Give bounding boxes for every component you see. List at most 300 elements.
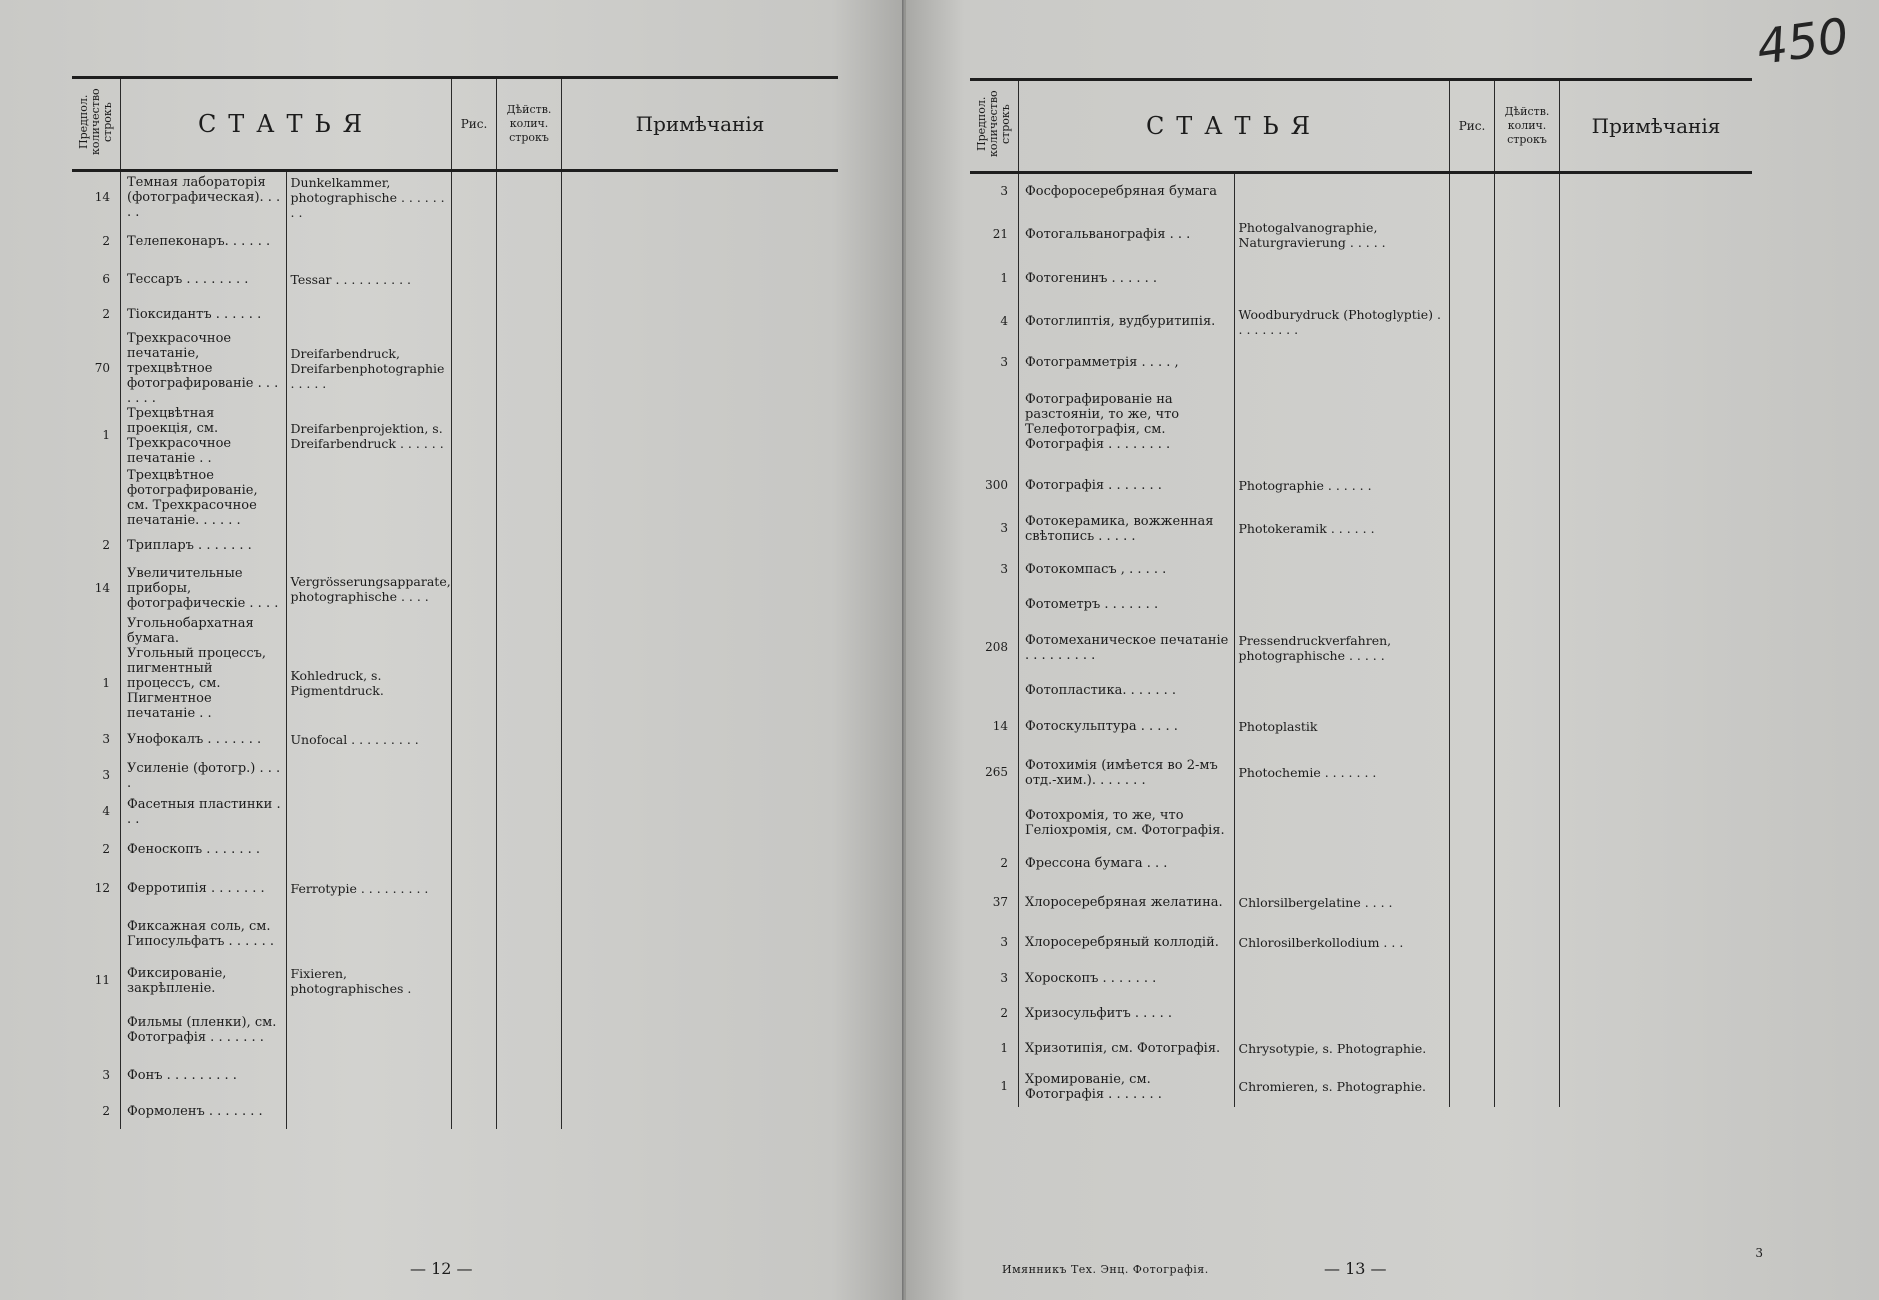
row-actual-cell bbox=[1495, 589, 1560, 621]
header-fig: Рис. bbox=[452, 78, 497, 171]
header-article: СТАТЬЯ bbox=[1019, 80, 1450, 173]
row-term: Тессаръ . . . . . . . . bbox=[121, 261, 287, 299]
row-foreign-term: Chrysotypie, s. Photographie. bbox=[1234, 1031, 1450, 1067]
row-figure-cell bbox=[1450, 747, 1495, 799]
table-row bbox=[72, 1003, 838, 1057]
row-notes-cell bbox=[562, 1095, 839, 1129]
row-foreign-term bbox=[286, 1095, 452, 1129]
row-count bbox=[72, 616, 121, 646]
row-foreign-term: Kohledruck, s. Pigmentdruck. bbox=[286, 646, 452, 721]
row-count: 208 bbox=[985, 640, 1008, 654]
row-figure-cell bbox=[452, 530, 497, 562]
row-count: 1 bbox=[1000, 1041, 1008, 1055]
row-notes-cell bbox=[1560, 551, 1753, 589]
table-row bbox=[72, 261, 838, 299]
row-actual-cell bbox=[1495, 675, 1560, 707]
row-foreign-term bbox=[1234, 799, 1450, 847]
signature-mark: 3 bbox=[1755, 1246, 1763, 1260]
row-count: 11 bbox=[94, 973, 110, 987]
ledger-header-row bbox=[72, 78, 838, 171]
row-notes-cell bbox=[562, 831, 839, 869]
row-term: Хороскопъ . . . . . . . bbox=[1019, 961, 1235, 997]
row-foreign-term bbox=[1234, 997, 1450, 1031]
row-foreign-term bbox=[286, 793, 452, 831]
table-row bbox=[72, 959, 838, 1003]
header-fig: Рис. bbox=[1450, 80, 1495, 173]
row-figure-cell bbox=[1450, 551, 1495, 589]
table-row bbox=[970, 799, 1752, 847]
row-foreign-term: Ferrotypie . . . . . . . . . bbox=[286, 869, 452, 909]
row-foreign-term: Woodburydruck (Photoglyptie) . . . . . . . . . bbox=[1234, 297, 1450, 347]
table-row bbox=[970, 347, 1752, 379]
row-foreign-term: Unofocal . . . . . . . . . bbox=[286, 721, 452, 759]
row-term: Фосфоросеребряная бумага bbox=[1019, 173, 1235, 209]
table-row bbox=[72, 721, 838, 759]
row-foreign-term bbox=[286, 466, 452, 530]
row-actual-cell bbox=[497, 530, 562, 562]
row-count: 4 bbox=[1000, 314, 1008, 328]
row-count: 3 bbox=[1000, 562, 1008, 576]
table-row bbox=[970, 465, 1752, 507]
row-count: 2 bbox=[102, 234, 110, 248]
row-term: Фильмы (пленки), см. Фотографія . . . . . . . bbox=[121, 1003, 287, 1057]
row-foreign-term: Photochemie . . . . . . . bbox=[1234, 747, 1450, 799]
table-row bbox=[72, 909, 838, 959]
row-foreign-term: Vergrösserungsapparate, photographische . . . . bbox=[286, 562, 452, 616]
row-foreign-term: Photoplastik bbox=[1234, 707, 1450, 747]
row-actual-cell bbox=[497, 406, 562, 466]
row-figure-cell bbox=[452, 831, 497, 869]
row-count: 1 bbox=[1000, 1079, 1008, 1093]
row-term: Фотокерамика, вожженная свѣтопись . . . . . bbox=[1019, 507, 1235, 551]
row-actual-cell bbox=[497, 831, 562, 869]
row-foreign-term bbox=[1234, 961, 1450, 997]
row-count: 3 bbox=[102, 1068, 110, 1082]
row-figure-cell bbox=[452, 616, 497, 646]
table-row bbox=[72, 869, 838, 909]
row-actual-cell bbox=[1495, 173, 1560, 209]
row-foreign-term bbox=[1234, 847, 1450, 881]
row-term: Ферротипія . . . . . . . bbox=[121, 869, 287, 909]
row-actual-cell bbox=[1495, 881, 1560, 925]
row-actual-cell bbox=[497, 1057, 562, 1095]
row-count: 300 bbox=[985, 478, 1008, 492]
row-foreign-term: Photographie . . . . . . bbox=[1234, 465, 1450, 507]
row-count: 3 bbox=[102, 732, 110, 746]
row-notes-cell bbox=[562, 1003, 839, 1057]
row-count: 3 bbox=[1000, 521, 1008, 535]
row-actual-cell bbox=[497, 562, 562, 616]
imprint: Имянникъ Тех. Энц. Фотографія. bbox=[1002, 1263, 1209, 1276]
row-term: Темная лабораторія (фотографическая). . . . . bbox=[121, 171, 287, 223]
row-actual-cell bbox=[497, 171, 562, 223]
row-actual-cell bbox=[1495, 347, 1560, 379]
row-actual-cell bbox=[497, 261, 562, 299]
table-row bbox=[72, 793, 838, 831]
row-term: Угольный процессъ, пигментный процессъ, см. Пигментное печатаніе . . bbox=[121, 646, 287, 721]
row-figure-cell bbox=[1450, 465, 1495, 507]
left-ledger-table bbox=[72, 76, 838, 1129]
table-row bbox=[970, 997, 1752, 1031]
row-foreign-term bbox=[286, 1003, 452, 1057]
row-notes-cell bbox=[1560, 261, 1753, 297]
row-actual-cell bbox=[1495, 379, 1560, 465]
row-count: 2 bbox=[102, 307, 110, 321]
row-notes-cell bbox=[1560, 675, 1753, 707]
row-notes-cell bbox=[562, 793, 839, 831]
table-row bbox=[72, 562, 838, 616]
row-count: 3 bbox=[102, 768, 110, 782]
row-actual-cell bbox=[1495, 707, 1560, 747]
row-term: Трипларъ . . . . . . . bbox=[121, 530, 287, 562]
row-term: Хлоросеребряный коллодій. bbox=[1019, 925, 1235, 961]
row-figure-cell bbox=[1450, 675, 1495, 707]
row-notes-cell bbox=[1560, 747, 1753, 799]
row-figure-cell bbox=[452, 331, 497, 406]
row-figure-cell bbox=[452, 171, 497, 223]
row-term: Фотохромія, то же, что Геліохромія, см. Фотографія. bbox=[1019, 799, 1235, 847]
row-figure-cell bbox=[1450, 847, 1495, 881]
right-ledger-body bbox=[970, 173, 1752, 1107]
row-count: 2 bbox=[102, 842, 110, 856]
row-notes-cell bbox=[562, 869, 839, 909]
row-actual-cell bbox=[497, 466, 562, 530]
row-figure-cell bbox=[1450, 589, 1495, 621]
row-term: Угольнобархатная бумага. bbox=[121, 616, 287, 646]
header-actual: Дѣйств. колич. строкъ bbox=[497, 78, 562, 171]
row-notes-cell bbox=[1560, 707, 1753, 747]
row-foreign-term: Tessar . . . . . . . . . . bbox=[286, 261, 452, 299]
row-figure-cell bbox=[452, 562, 497, 616]
header-notes: Примѣчанія bbox=[1560, 80, 1753, 173]
row-actual-cell bbox=[1495, 465, 1560, 507]
row-notes-cell bbox=[562, 261, 839, 299]
row-actual-cell bbox=[1495, 261, 1560, 297]
table-row bbox=[72, 171, 838, 223]
row-foreign-term bbox=[286, 223, 452, 261]
row-foreign-term: Dreifarbenprojektion, s. Dreifarbendruck . . . . . . bbox=[286, 406, 452, 466]
row-term: Фотомеханическое печатаніе . . . . . . . . . bbox=[1019, 621, 1235, 675]
row-figure-cell bbox=[452, 959, 497, 1003]
table-row bbox=[970, 961, 1752, 997]
row-count: 2 bbox=[1000, 1006, 1008, 1020]
row-actual-cell bbox=[1495, 799, 1560, 847]
row-term: Усиленіе (фотогр.) . . . . bbox=[121, 759, 287, 793]
row-actual-cell bbox=[497, 869, 562, 909]
row-notes-cell bbox=[562, 616, 839, 646]
row-figure-cell bbox=[452, 1057, 497, 1095]
table-row bbox=[72, 223, 838, 261]
row-actual-cell bbox=[497, 1003, 562, 1057]
table-row bbox=[970, 297, 1752, 347]
row-term: Фиксированіе, закрѣпленіе. bbox=[121, 959, 287, 1003]
row-actual-cell bbox=[497, 793, 562, 831]
row-term: Трехцвѣтное фотографированіе, см. Трехкрасочное печатаніе. . . . . . bbox=[121, 466, 287, 530]
row-actual-cell bbox=[1495, 551, 1560, 589]
row-term: Хризосульфитъ . . . . . bbox=[1019, 997, 1235, 1031]
row-count: 4 bbox=[102, 804, 110, 818]
row-figure-cell bbox=[1450, 925, 1495, 961]
row-actual-cell bbox=[1495, 1031, 1560, 1067]
row-count bbox=[970, 379, 1019, 465]
row-notes-cell bbox=[1560, 173, 1753, 209]
row-foreign-term bbox=[1234, 261, 1450, 297]
left-page bbox=[0, 0, 904, 1300]
row-actual-cell bbox=[1495, 507, 1560, 551]
row-count: 2 bbox=[102, 538, 110, 552]
row-count: 1 bbox=[102, 675, 110, 690]
row-notes-cell bbox=[562, 406, 839, 466]
row-count bbox=[72, 909, 121, 959]
row-figure-cell bbox=[1450, 173, 1495, 209]
row-count: 1 bbox=[1000, 271, 1008, 285]
row-figure-cell bbox=[452, 466, 497, 530]
row-notes-cell bbox=[1560, 209, 1753, 261]
row-notes-cell bbox=[562, 171, 839, 223]
table-row bbox=[970, 589, 1752, 621]
row-foreign-term bbox=[286, 299, 452, 331]
row-foreign-term bbox=[1234, 347, 1450, 379]
row-notes-cell bbox=[1560, 347, 1753, 379]
left-ledger-body bbox=[72, 171, 838, 1129]
row-notes-cell bbox=[562, 562, 839, 616]
row-notes-cell bbox=[1560, 799, 1753, 847]
row-figure-cell bbox=[1450, 1067, 1495, 1107]
row-figure-cell bbox=[452, 223, 497, 261]
row-figure-cell bbox=[1450, 379, 1495, 465]
row-term: Хромированіе, см. Фотографія . . . . . . . bbox=[1019, 1067, 1235, 1107]
row-notes-cell bbox=[1560, 997, 1753, 1031]
row-count: 3 bbox=[1000, 355, 1008, 369]
row-count: 21 bbox=[992, 227, 1008, 241]
table-row bbox=[970, 507, 1752, 551]
row-actual-cell bbox=[1495, 847, 1560, 881]
row-notes-cell bbox=[1560, 621, 1753, 675]
table-row bbox=[970, 747, 1752, 799]
row-count: 265 bbox=[985, 765, 1008, 779]
ledger-header-row bbox=[970, 80, 1752, 173]
table-row bbox=[970, 707, 1752, 747]
row-count: 2 bbox=[1000, 856, 1008, 870]
row-figure-cell bbox=[1450, 261, 1495, 297]
row-notes-cell bbox=[562, 223, 839, 261]
row-notes-cell bbox=[1560, 925, 1753, 961]
header-article: СТАТЬЯ bbox=[121, 78, 452, 171]
row-foreign-term bbox=[286, 530, 452, 562]
row-count bbox=[72, 466, 121, 530]
row-notes-cell bbox=[562, 530, 839, 562]
row-foreign-term bbox=[1234, 379, 1450, 465]
row-notes-cell bbox=[1560, 379, 1753, 465]
row-foreign-term bbox=[286, 616, 452, 646]
row-actual-cell bbox=[497, 909, 562, 959]
table-row bbox=[970, 847, 1752, 881]
row-foreign-term: Chromieren, s. Photographie. bbox=[1234, 1067, 1450, 1107]
row-figure-cell bbox=[1450, 961, 1495, 997]
row-term: Фотопластика. . . . . . . bbox=[1019, 675, 1235, 707]
row-actual-cell bbox=[1495, 997, 1560, 1031]
row-term: Телепеконаръ. . . . . . bbox=[121, 223, 287, 261]
row-count: 14 bbox=[94, 581, 110, 595]
row-notes-cell bbox=[1560, 297, 1753, 347]
row-foreign-term bbox=[1234, 173, 1450, 209]
row-figure-cell bbox=[1450, 297, 1495, 347]
row-actual-cell bbox=[497, 759, 562, 793]
row-figure-cell bbox=[1450, 507, 1495, 551]
table-row bbox=[72, 406, 838, 466]
table-row bbox=[72, 1095, 838, 1129]
row-figure-cell bbox=[1450, 209, 1495, 261]
row-notes-cell bbox=[1560, 589, 1753, 621]
row-term: Трехцвѣтная проекція, см. Трехкрасочное печатаніе . . bbox=[121, 406, 287, 466]
row-figure-cell bbox=[452, 759, 497, 793]
row-count: 14 bbox=[992, 719, 1008, 733]
table-row bbox=[970, 173, 1752, 209]
row-actual-cell bbox=[1495, 961, 1560, 997]
row-term: Фотограмметрія . . . . , bbox=[1019, 347, 1235, 379]
row-figure-cell bbox=[452, 646, 497, 721]
row-notes-cell bbox=[1560, 1031, 1753, 1067]
row-term: Фотоглиптія, вудбуритипія. bbox=[1019, 297, 1235, 347]
row-term: Феноскопъ . . . . . . . bbox=[121, 831, 287, 869]
row-actual-cell bbox=[1495, 925, 1560, 961]
row-notes-cell bbox=[1560, 847, 1753, 881]
row-actual-cell bbox=[497, 721, 562, 759]
row-count bbox=[970, 589, 1019, 621]
row-term: Фотогальванографія . . . bbox=[1019, 209, 1235, 261]
row-term: Тіоксидантъ . . . . . . bbox=[121, 299, 287, 331]
row-foreign-term: Chlorosilberkollodium . . . bbox=[1234, 925, 1450, 961]
table-row bbox=[72, 299, 838, 331]
row-term: Фотометръ . . . . . . . bbox=[1019, 589, 1235, 621]
row-actual-cell bbox=[1495, 1067, 1560, 1107]
row-figure-cell bbox=[1450, 881, 1495, 925]
row-figure-cell bbox=[452, 793, 497, 831]
row-count: 3 bbox=[1000, 935, 1008, 949]
row-term: Фрессона бумага . . . bbox=[1019, 847, 1235, 881]
row-term: Трехкрасочное печатаніе, трехцвѣтное фотографированіе . . . . . . . bbox=[121, 331, 287, 406]
row-figure-cell bbox=[452, 299, 497, 331]
row-count: 37 bbox=[992, 895, 1008, 909]
row-count: 2 bbox=[102, 1104, 110, 1118]
table-row bbox=[72, 1057, 838, 1095]
table-row bbox=[970, 621, 1752, 675]
page-number: — 12 — bbox=[410, 1259, 473, 1278]
handwritten-page-number: 450 bbox=[1753, 7, 1853, 77]
row-term: Фотографія . . . . . . . bbox=[1019, 465, 1235, 507]
row-actual-cell bbox=[497, 1095, 562, 1129]
row-count: 12 bbox=[94, 881, 110, 895]
table-row bbox=[72, 831, 838, 869]
row-notes-cell bbox=[562, 299, 839, 331]
row-figure-cell bbox=[1450, 347, 1495, 379]
row-count: 3 bbox=[1000, 183, 1008, 198]
header-actual: Дѣйств. колич. строкъ bbox=[1495, 80, 1560, 173]
row-term: Увеличительные приборы, фотографическіе . . . . bbox=[121, 562, 287, 616]
header-count: Предпол. количество строкъ bbox=[72, 78, 121, 171]
table-row bbox=[970, 1067, 1752, 1107]
row-foreign-term: Chlorsilbergelatine . . . . bbox=[1234, 881, 1450, 925]
table-row bbox=[970, 675, 1752, 707]
row-term: Хризотипія, см. Фотографія. bbox=[1019, 1031, 1235, 1067]
row-actual-cell bbox=[497, 646, 562, 721]
row-notes-cell bbox=[562, 466, 839, 530]
row-foreign-term bbox=[286, 831, 452, 869]
row-count: 14 bbox=[94, 189, 110, 204]
row-term: Фонъ . . . . . . . . . bbox=[121, 1057, 287, 1095]
row-foreign-term: Photokeramik . . . . . . bbox=[1234, 507, 1450, 551]
row-figure-cell bbox=[452, 869, 497, 909]
row-actual-cell bbox=[497, 223, 562, 261]
row-foreign-term bbox=[1234, 675, 1450, 707]
row-figure-cell bbox=[1450, 707, 1495, 747]
row-count: 6 bbox=[102, 272, 110, 286]
table-row bbox=[72, 466, 838, 530]
row-actual-cell bbox=[497, 616, 562, 646]
row-term: Фотохимія (имѣется во 2-мъ отд.-хим.). . . . . . . bbox=[1019, 747, 1235, 799]
row-actual-cell bbox=[1495, 297, 1560, 347]
row-figure-cell bbox=[1450, 997, 1495, 1031]
page-number: — 13 — bbox=[1324, 1259, 1387, 1278]
row-count bbox=[970, 799, 1019, 847]
row-foreign-term bbox=[1234, 551, 1450, 589]
row-term: Фотокомпасъ , . . . . . bbox=[1019, 551, 1235, 589]
table-row bbox=[970, 881, 1752, 925]
row-actual-cell bbox=[1495, 209, 1560, 261]
row-actual-cell bbox=[1495, 747, 1560, 799]
row-notes-cell bbox=[562, 909, 839, 959]
row-term: Фотогенинъ . . . . . . bbox=[1019, 261, 1235, 297]
header-notes: Примѣчанія bbox=[562, 78, 839, 171]
row-actual-cell bbox=[497, 959, 562, 1003]
table-row bbox=[72, 616, 838, 646]
row-actual-cell bbox=[497, 331, 562, 406]
row-notes-cell bbox=[562, 721, 839, 759]
row-count bbox=[970, 675, 1019, 707]
row-notes-cell bbox=[562, 759, 839, 793]
row-figure-cell bbox=[1450, 1031, 1495, 1067]
row-figure-cell bbox=[452, 721, 497, 759]
row-figure-cell bbox=[452, 909, 497, 959]
row-foreign-term bbox=[1234, 589, 1450, 621]
row-notes-cell bbox=[1560, 1067, 1753, 1107]
row-notes-cell bbox=[1560, 507, 1753, 551]
table-row bbox=[970, 925, 1752, 961]
table-row bbox=[72, 759, 838, 793]
row-actual-cell bbox=[497, 299, 562, 331]
table-row bbox=[970, 209, 1752, 261]
table-row bbox=[72, 530, 838, 562]
row-actual-cell bbox=[1495, 621, 1560, 675]
row-count: 3 bbox=[1000, 971, 1008, 985]
row-notes-cell bbox=[562, 959, 839, 1003]
row-foreign-term bbox=[286, 759, 452, 793]
table-row bbox=[970, 1031, 1752, 1067]
row-foreign-term: Photogalvanographie, Naturgravierung . . . . . bbox=[1234, 209, 1450, 261]
row-term: Фасетныя пластинки . . . bbox=[121, 793, 287, 831]
header-count: Предпол. количество строкъ bbox=[970, 80, 1019, 173]
table-row bbox=[970, 261, 1752, 297]
row-figure-cell bbox=[452, 406, 497, 466]
row-figure-cell bbox=[452, 261, 497, 299]
table-row bbox=[72, 646, 838, 721]
table-row bbox=[970, 379, 1752, 465]
row-notes-cell bbox=[562, 331, 839, 406]
right-ledger-table bbox=[970, 78, 1752, 1107]
row-term: Фиксажная соль, см. Гипосульфатъ . . . . . . bbox=[121, 909, 287, 959]
row-count bbox=[72, 1003, 121, 1057]
row-count: 70 bbox=[94, 360, 110, 375]
